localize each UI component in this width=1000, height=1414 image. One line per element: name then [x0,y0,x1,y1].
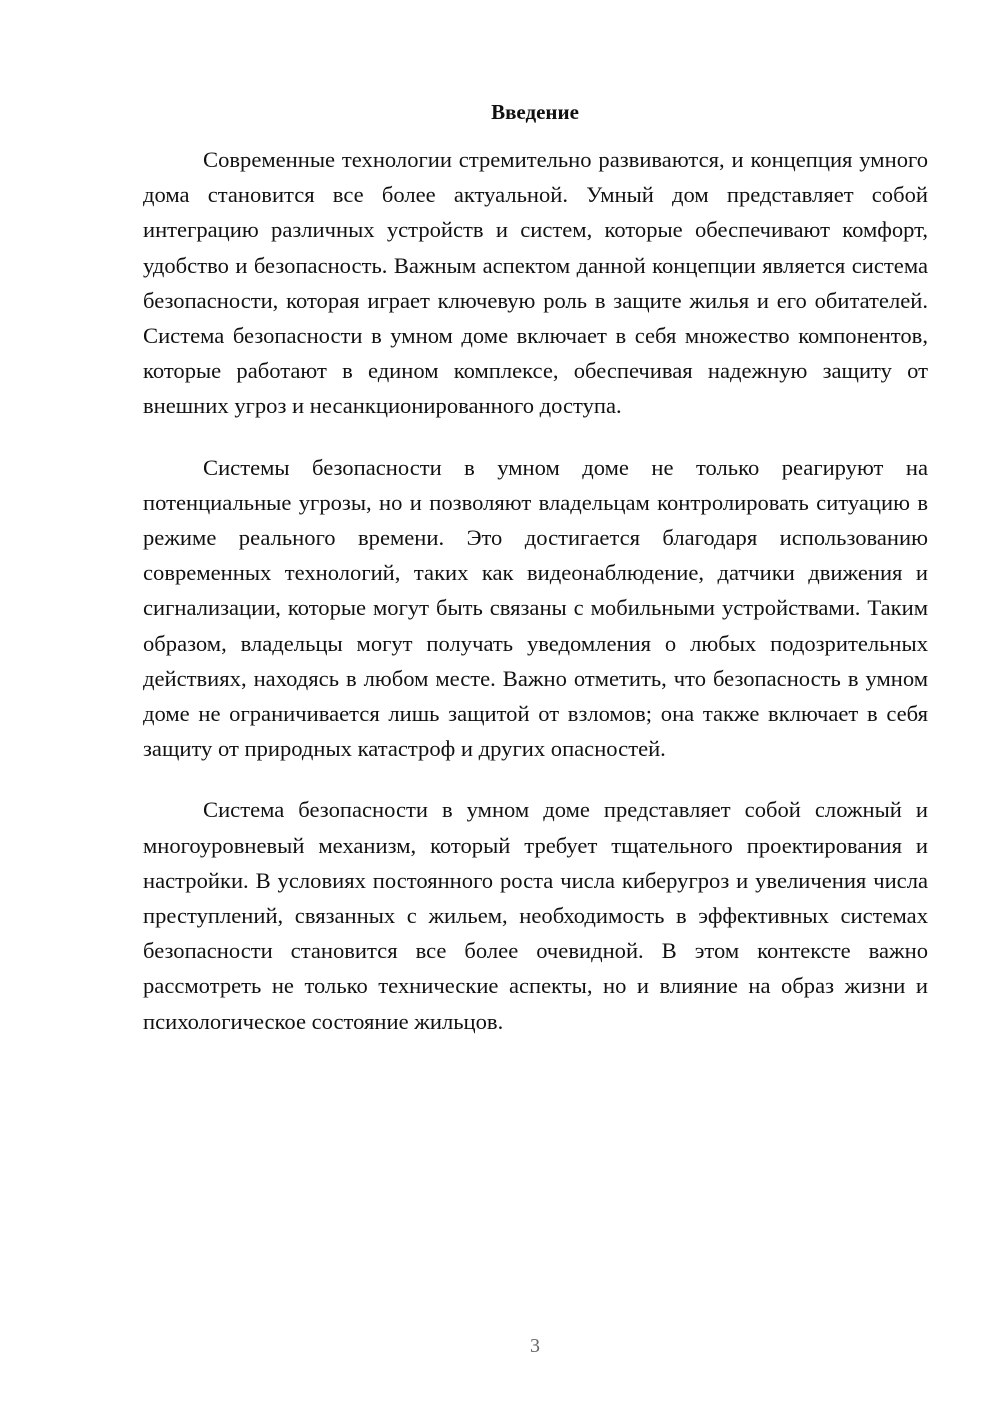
page-number: 3 [530,1335,540,1357]
paragraph-3: Система безопасности в умном доме представляет собой сложный и многоуровневый механизм, который требует тщательного проектирования и настройки. В условиях постоянного роста числа киберугроз и увеличения числа преступлений, связанных с жильем, необходимость в эффективных системах безопасности становится все более очевидной. В этом контексте важно рассмотреть не только технические аспекты, но и влияние на образ жизни и психологическое состояние жильцов. [143,797,928,1034]
paragraph-1: Современные технологии стремительно развиваются, и концепция умного дома становится все более актуальной. Умный дом представляет собой интеграцию различных устройств и систем, которые обеспечивают комфорт, удобство и безопасность. Важным аспектом данной концепции является система безопасности, которая играет ключевую роль в защите жилья и его обитателей. Система безопасности в умном доме включает в себя множество компонентов, которые работают в едином комплексе, обеспечивая надежную защиту от внешних угроз и несанкционированного доступа. [143,147,928,419]
paragraph-2: Системы безопасности в умном доме не только реагируют на потенциальные угрозы, но и позволяют владельцам контролировать ситуацию в режиме реального времени. Это достигается благодаря использованию современных технологий, таких как видеонаблюдение, датчики движения и сигнализации, которые могут быть связаны с мобильными устройствами. Таким образом, владельцы могут получать уведомления о любых подозрительных действиях, находясь в любом месте. Важно отметить, что безопасность в умном доме не ограничивается лишь защитой от взломов; она также включает в себя защиту от природных катастроф и других опасностей. [143,454,928,762]
section-heading: Введение [491,100,579,124]
body-text [143,142,928,1039]
